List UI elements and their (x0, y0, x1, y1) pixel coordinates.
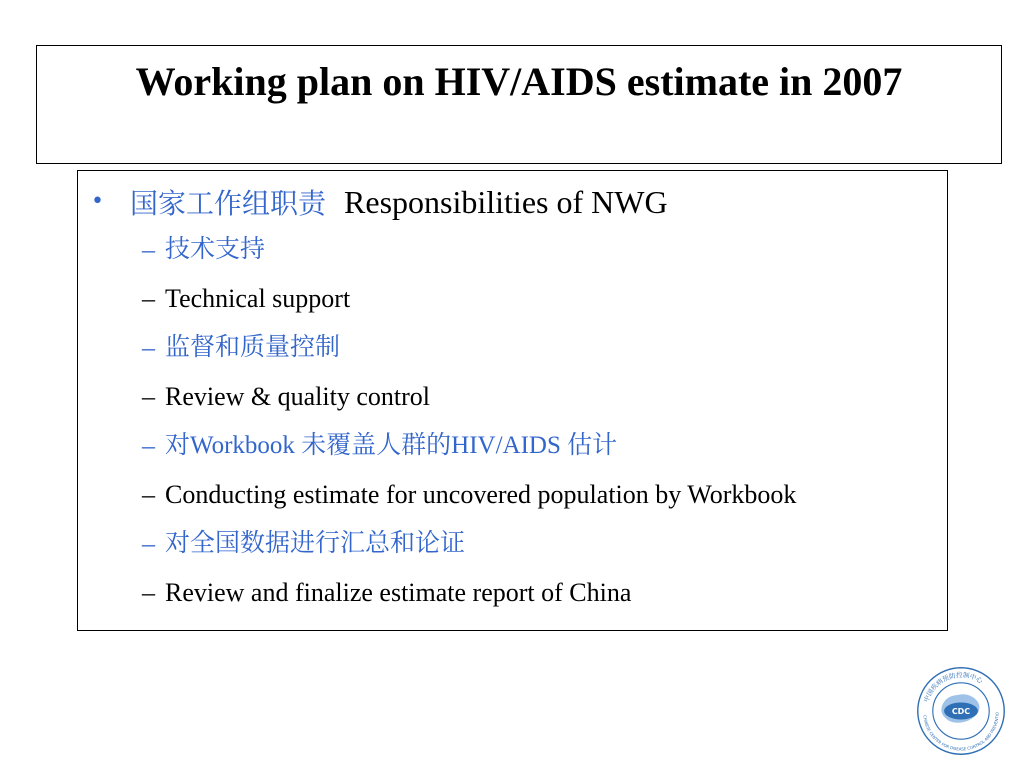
sub-item (85, 573, 945, 613)
sub-item-text: 监督和质量控制 (165, 334, 341, 361)
sub-item-text: Review & quality control (165, 382, 431, 411)
title-box (36, 45, 1002, 164)
sub-item (85, 279, 945, 319)
logo-ring-text-cn: 中国疾病预防控制中心 (922, 671, 985, 704)
dash: – (142, 382, 155, 411)
dash: – (142, 578, 155, 607)
dash: – (142, 333, 155, 362)
dash: – (142, 480, 155, 509)
sub-item-text: Conducting estimate for uncovered population by Workbook (165, 480, 797, 509)
sub-item (85, 230, 945, 270)
sub-item-text: 对Workbook 未覆盖人群的HIV/AIDS 估计 (165, 432, 618, 459)
sub-list (85, 230, 945, 613)
sub-item-text: Review and finalize estimate report of China (165, 578, 632, 607)
cdc-logo-icon (914, 664, 1008, 758)
bullet-symbol: • (91, 189, 104, 214)
sub-item (85, 377, 945, 417)
dash: – (142, 284, 155, 313)
dash: – (142, 529, 155, 558)
sub-item (85, 475, 945, 515)
sub-item (85, 524, 945, 564)
dash: – (142, 235, 155, 264)
dash: – (142, 431, 155, 460)
bullet-label-en: Responsibilities of NWG (344, 184, 668, 220)
slide-title: Working plan on HIV/AIDS estimate in 2007 (135, 59, 903, 104)
content (85, 176, 945, 622)
sub-item (85, 328, 945, 368)
sub-item-text: Technical support (165, 284, 351, 313)
bullet-responsibilities (85, 176, 945, 230)
sub-item-text: 对全国数据进行汇总和论证 (165, 530, 466, 557)
logo-ring-text-en: CHINESE CENTER FOR DISEASE CONTROL AND PREVENTIO (922, 712, 1000, 752)
sub-item-text: 技术支持 (165, 236, 266, 263)
logo-center-text: CDC (951, 706, 971, 716)
bullet-label-cn: 国家工作组职责 (130, 187, 327, 220)
sub-item (85, 426, 945, 466)
